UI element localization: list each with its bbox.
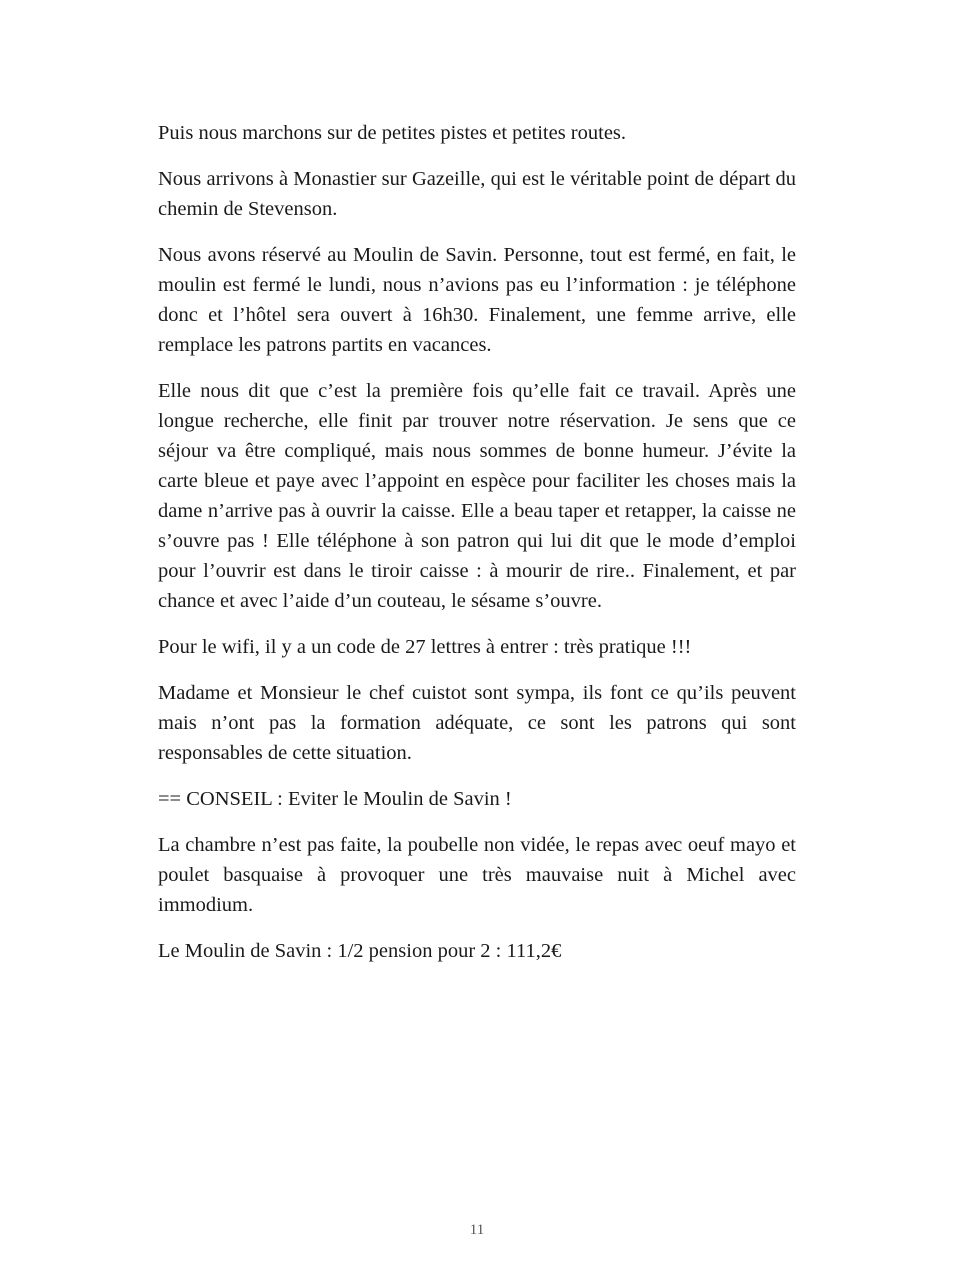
page-body bbox=[158, 118, 796, 982]
price-paragraph: Le Moulin de Savin : 1/2 pension pour 2 : 111,2€ bbox=[158, 940, 562, 962]
paragraph-1: Puis nous marchons sur de petites pistes et petites routes. bbox=[158, 122, 627, 144]
advice-paragraph: == CONSEIL : Eviter le Moulin de Savin ! bbox=[158, 788, 512, 810]
paragraph-3: Nous avons réservé au Moulin de Savin. Personne, tout est fermé, en fait, le moulin est fermé le lundi, nous n’avions pas eu l’information : je téléphone donc et l’hôtel sera ouvert à 16h30. Finalement, une femme arrive, elle remplace les patrons partits en vacances. bbox=[158, 244, 796, 356]
page-number: 11 bbox=[469, 1222, 485, 1238]
paragraph-2: Nous arrivons à Monastier sur Gazeille, qui est le véritable point de départ du chemin de Stevenson. bbox=[158, 168, 796, 220]
paragraph-5: Pour le wifi, il y a un code de 27 lettres à entrer : très pratique !!! bbox=[158, 636, 692, 658]
paragraph-8: La chambre n’est pas faite, la poubelle non vidée, le repas avec oeuf mayo et poulet basquaise à provoquer une très mauvaise nuit à Michel avec immodium. bbox=[158, 834, 796, 916]
paragraph-6: Madame et Monsieur le chef cuistot sont sympa, ils font ce qu’ils peuvent mais n’ont pas la formation adéquate, ce sont les patrons qui sont responsables de cette situation. bbox=[158, 682, 796, 764]
paragraph-4: Elle nous dit que c’est la première fois qu’elle fait ce travail. Après une longue recherche, elle finit par trouver notre réservation. Je sens que ce séjour va être compliqué, mais nous sommes de bonne humeur. J’évite la carte bleue et paye avec l’appoint en espèce pour faciliter les choses mais la dame n’arrive pas à ouvrir la caisse. Elle a beau taper et retapper, la caisse ne s’ouvre pas ! Elle téléphone à son patron qui lui dit que le mode d’emploi pour l’ouvrir est dans le tiroir caisse : à mourir de rire.. Finalement, et par chance et avec l’aide d’un couteau, le sésame s’ouvre. bbox=[158, 380, 796, 612]
